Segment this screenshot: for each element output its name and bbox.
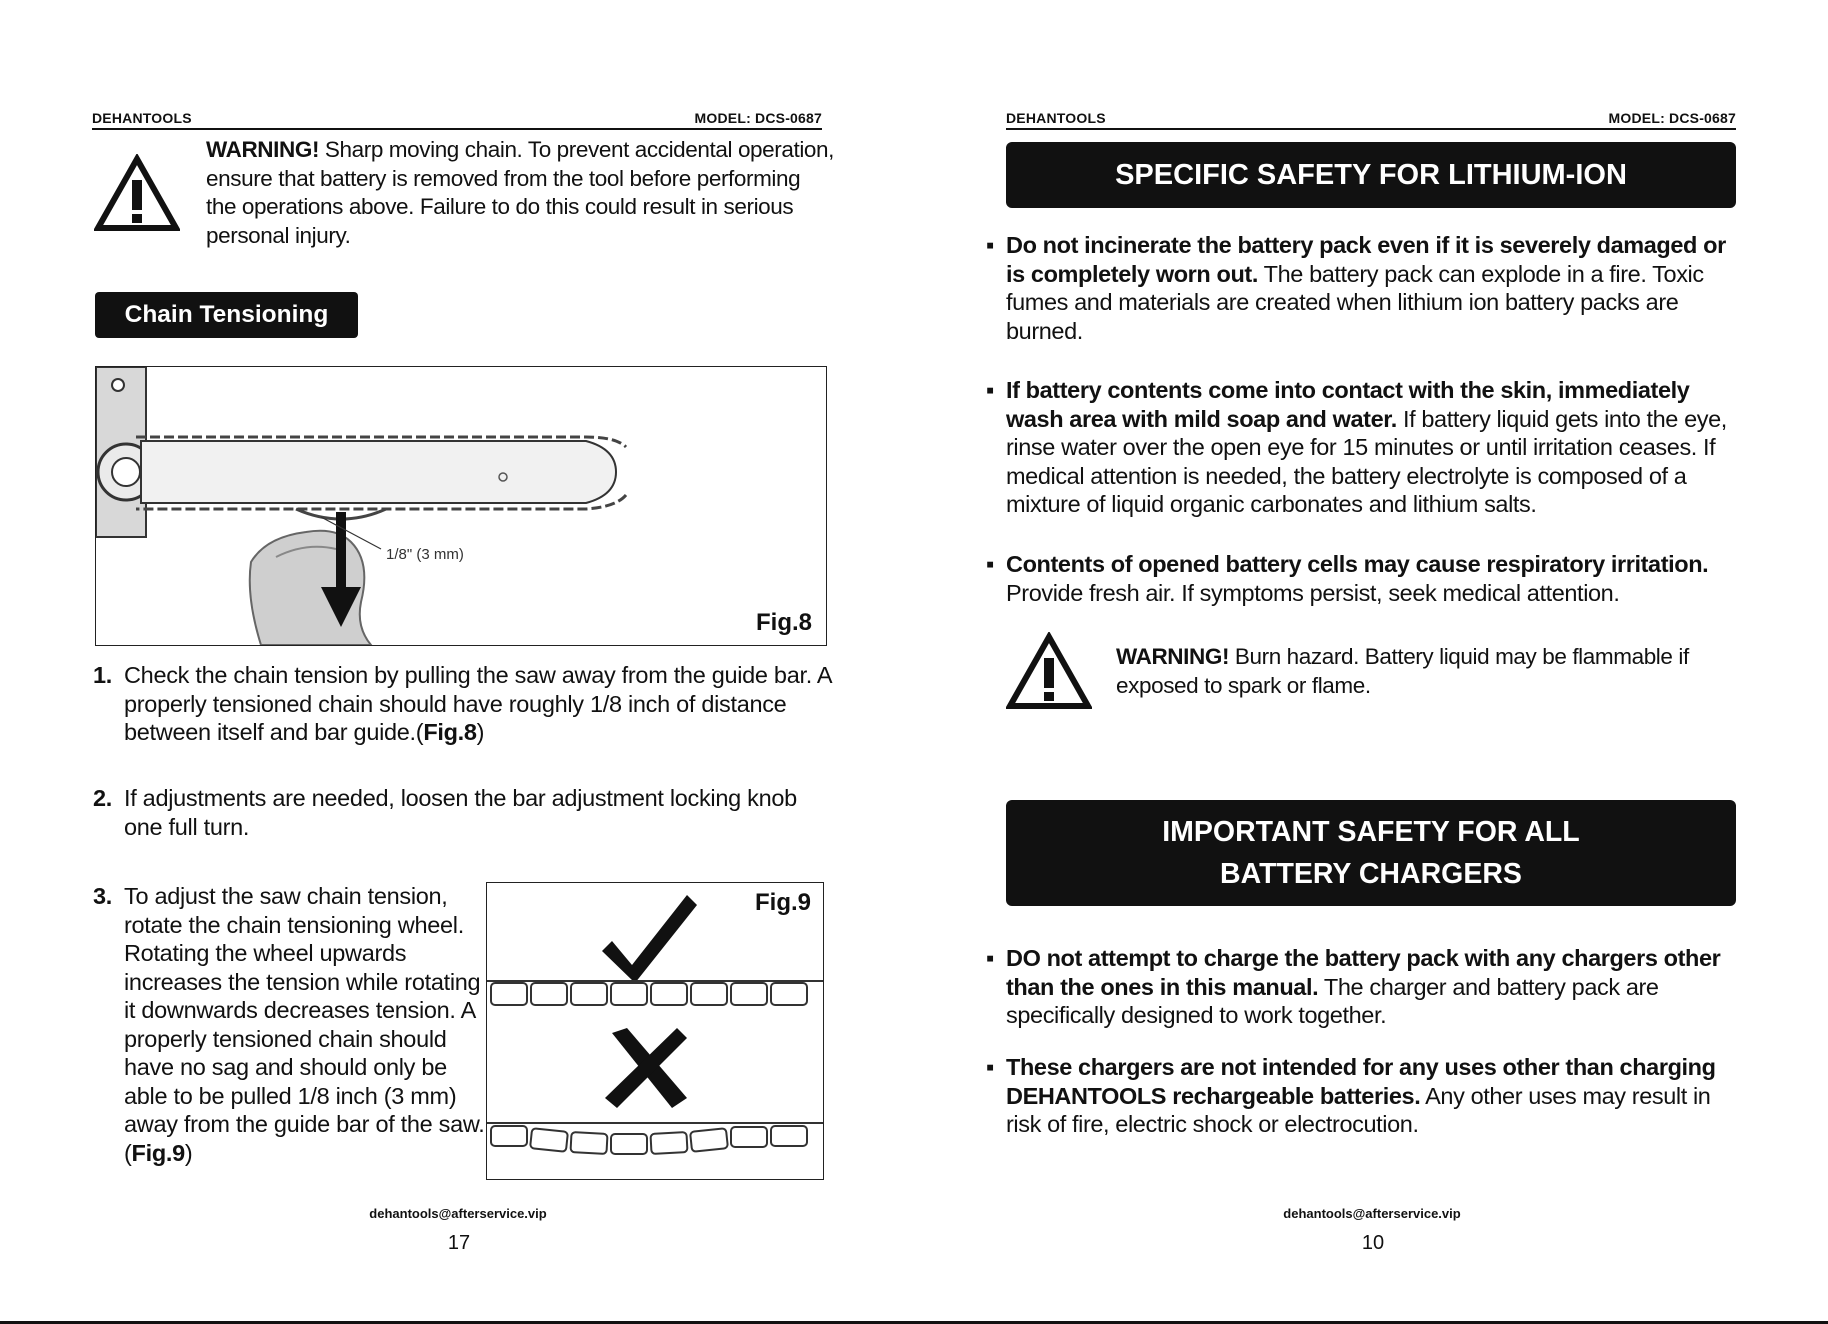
header-brand: DEHANTOOLS <box>92 110 192 126</box>
banner-charger-safety: IMPORTANT SAFETY FOR ALL BATTERY CHARGERS <box>1006 800 1736 906</box>
header-model: MODEL: DCS-0687 <box>694 110 822 126</box>
x-mark-icon <box>605 1028 687 1108</box>
warning-body: Burn hazard. Battery liquid may be flammable if exposed to spark or flame. <box>1116 644 1689 698</box>
figure-ref: Fig.8 <box>423 719 477 745</box>
warning-lead: WARNING! <box>1116 644 1230 669</box>
bullet-charger-compat: ▪ DO not attempt to charge the battery pack with any chargers other than the ones in this manual. The charger and battery pack are specifically designed to work together. <box>986 945 1721 1028</box>
header-brand: DEHANTOOLS <box>1006 110 1106 126</box>
footer-email: dehantools@afterservice.vip <box>1283 1206 1461 1221</box>
chainsaw-bar-illustration <box>96 367 826 645</box>
banner-lithium-ion-safety: SPECIFIC SAFETY FOR LITHIUM-ION <box>1006 142 1736 208</box>
footer-email: dehantools@afterservice.vip <box>369 1206 547 1221</box>
warning-body: Sharp moving chain. To prevent accidental operation, ensure that battery is removed from the tool before performing the operations above. Failure to do this could result in serious personal injury. <box>206 137 835 248</box>
warning-triangle-icon <box>1006 632 1092 710</box>
chain-tension-comparison <box>487 883 823 1179</box>
page-header <box>1006 104 1736 130</box>
bullet-skin-contact: ▪ If battery contents come into contact with the skin, immediately wash area with mild soap and water. If battery liquid gets into the eye, rinse water over the open eye for 15 minutes or until irritation ceases. If medical attention is needed, the battery electrolyte is composed of a mixture of liquid organic carbonates and lithium salts. <box>986 377 1727 517</box>
chain-correct <box>491 983 807 1005</box>
chain-slack <box>491 1126 807 1154</box>
bullet-respiratory: ▪ Contents of opened battery cells may cause respiratory irritation. Provide fresh air. If symptoms persist, seek medical attention. <box>986 551 1709 606</box>
bullet-incinerate: ▪ Do not incinerate the battery pack even if it is severely damaged or is completely worn out. The battery pack can explode in a fire. Toxic fumes and materials are created when lithium ion battery packs are burned. <box>986 232 1726 344</box>
check-mark-icon <box>602 895 697 983</box>
step-3: 3. To adjust the saw chain tension, rotate the chain tensioning wheel. Rotating the wheel upwards increases the tension while rotating it downwards decreases tension. A properly tensioned chain should have no sag and should only be able to be pulled 1/8 inch (3 mm) away from the guide bar of the saw.(Fig.9) <box>93 883 485 1166</box>
step-2: 2. If adjustments are needed, loosen the bar adjustment locking knob one full turn. <box>93 785 797 840</box>
step-number: 1. <box>93 662 112 688</box>
figure-8 <box>95 366 827 646</box>
warning-text <box>206 136 836 250</box>
section-title-chain-tensioning: Chain Tensioning <box>95 292 358 338</box>
step-1: 1. Check the chain tension by pulling the saw away from the guide bar. A properly tensioned chain should have roughly 1/8 inch of distance between itself and bar guide.(Fig.8) <box>93 662 831 745</box>
warning-text <box>1116 643 1716 700</box>
header-model: MODEL: DCS-0687 <box>1608 110 1736 126</box>
fig8-dimension-label: 1/8" (3 mm) <box>386 546 464 563</box>
fig8-label: Fig.8 <box>755 609 812 636</box>
fig9-label: Fig.9 <box>754 889 811 916</box>
right-page <box>914 0 1828 1324</box>
warning-triangle-icon <box>94 154 180 232</box>
page-header <box>92 104 822 130</box>
page-number: 10 <box>1361 1232 1385 1254</box>
bullet-charger-use: ▪ These chargers are not intended for any uses other than charging DEHANTOOLS rechargeable batteries. Any other uses may result in risk of fire, electric shock or electrocution. <box>986 1054 1716 1137</box>
step-number: 3. <box>93 883 112 909</box>
step-number: 2. <box>93 785 112 811</box>
warning-lead: WARNING! <box>206 137 320 162</box>
page-number: 17 <box>447 1232 471 1254</box>
figure-9 <box>486 882 824 1180</box>
figure-ref: Fig.9 <box>131 1139 185 1166</box>
